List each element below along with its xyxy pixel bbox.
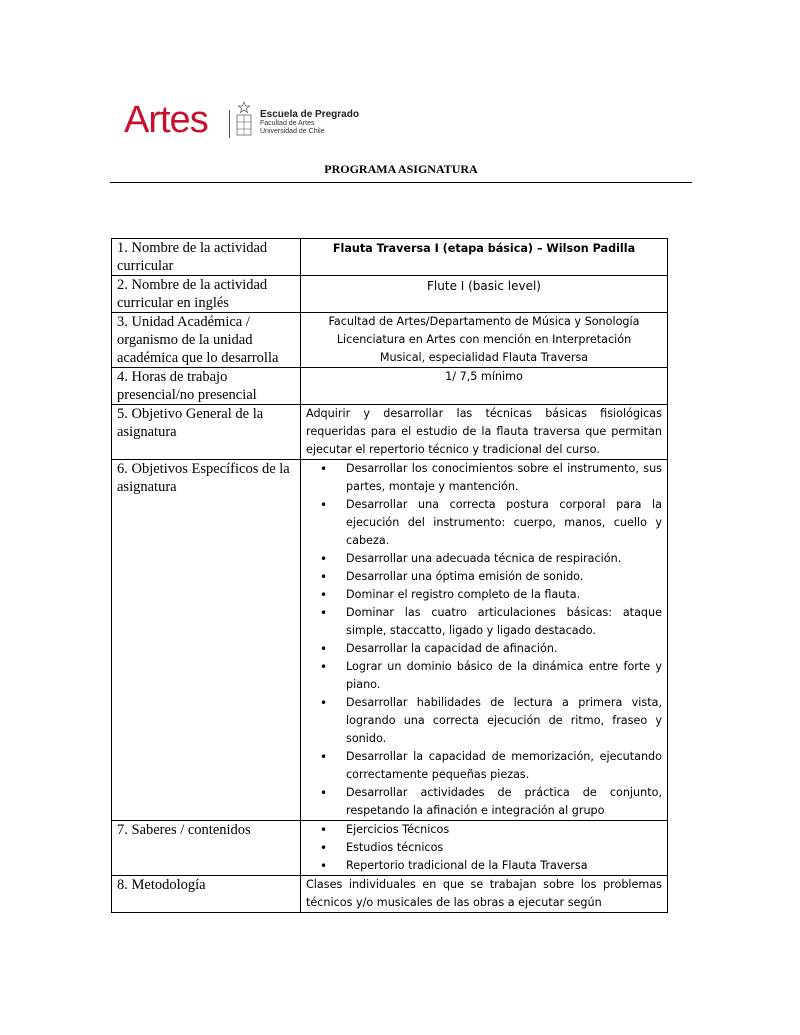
logo-divider bbox=[229, 110, 230, 138]
university-seal-icon bbox=[234, 100, 254, 140]
document-title: PROGRAMA ASIGNATURA bbox=[324, 162, 478, 176]
title-rule bbox=[110, 182, 692, 183]
list-item: • Desarrollar una correcta postura corporal para la ejecución del instrumento: cuerpo, manos, cuello y cabeza. bbox=[346, 496, 662, 550]
program-table bbox=[111, 238, 668, 913]
academic-unit: Facultad de Artes/Departamento de Música y Sonología Licenciatura en Artes con mención en Interpretación Musical, especialidad Flauta Traversa bbox=[301, 313, 668, 368]
school-name: Escuela de Pregrado bbox=[260, 109, 359, 120]
general-objective: Adquirir y desarrollar las técnicas básicas fisiológicas requeridas para el estudio de la flauta traversa que permitan ejecutar el repertorio técnico y tradicional del curso. bbox=[301, 405, 668, 460]
list-item: • Desarrollar actividades de práctica de conjunto, respetando la afinación e integración al grupo bbox=[346, 784, 662, 820]
row-label: 5. Objetivo General de la asignatura bbox=[112, 405, 301, 460]
row-label: 7. Saberes / contenidos bbox=[112, 821, 301, 876]
table-row bbox=[112, 276, 668, 313]
artes-logo bbox=[124, 98, 208, 142]
table-row bbox=[112, 405, 668, 460]
course-name: Flauta Traversa I (etapa básica) – Wilson Padilla bbox=[301, 239, 668, 276]
specific-objectives bbox=[301, 460, 668, 821]
list-item: • Desarrollar habilidades de lectura a primera vista, logrando una correcta ejecución de ritmo, fraseo y sonido. bbox=[346, 694, 662, 748]
list-item: • Estudios técnicos bbox=[346, 839, 662, 857]
methodology: Clases individuales en que se trabajan sobre los problemas técnicos y/o musicales de las obras a ejecutar según bbox=[301, 876, 668, 913]
list-item: • Desarrollar la capacidad de memorización, ejecutando correctamente pequeñas piezas. bbox=[346, 748, 662, 784]
row-label: 6. Objetivos Específicos de la asignatura bbox=[112, 460, 301, 821]
work-hours: 1/ 7,5 mínimo bbox=[301, 368, 668, 405]
list-item: • Desarrollar una adecuada técnica de respiración. bbox=[346, 550, 662, 568]
table-row bbox=[112, 821, 668, 876]
list-item: • Desarrollar los conocimientos sobre el instrumento, sus partes, montaje y mantención. bbox=[346, 460, 662, 496]
row-label: 3. Unidad Académica / organismo de la unidad académica que lo desarrolla bbox=[112, 313, 301, 368]
page-header bbox=[110, 96, 700, 146]
specific-objectives-list bbox=[306, 460, 662, 820]
university-name: Universidad de Chile bbox=[260, 128, 325, 135]
row-label: 4. Horas de trabajo presencial/no presencial bbox=[112, 368, 301, 405]
list-item: • Desarrollar la capacidad de afinación. bbox=[346, 640, 662, 658]
row-label: 2. Nombre de la actividad curricular en inglés bbox=[112, 276, 301, 313]
list-item: • Dominar el registro completo de la flauta. bbox=[346, 586, 662, 604]
table-row bbox=[112, 876, 668, 913]
table-row bbox=[112, 368, 668, 405]
table-row bbox=[112, 239, 668, 276]
faculty-name: Facultad de Artes bbox=[260, 120, 315, 127]
list-item: • Repertorio tradicional de la Flauta Traversa bbox=[346, 857, 662, 875]
artes-logo-text: Artes bbox=[124, 99, 208, 141]
contents-list bbox=[306, 821, 662, 875]
list-item: • Desarrollar una óptima emisión de sonido. bbox=[346, 568, 662, 586]
course-name-english: Flute I (basic level) bbox=[301, 276, 668, 313]
table-row bbox=[112, 313, 668, 368]
list-item: • Ejercicios Técnicos bbox=[346, 821, 662, 839]
contents bbox=[301, 821, 668, 876]
row-label: 8. Metodología bbox=[112, 876, 301, 913]
school-block bbox=[260, 110, 359, 136]
row-label: 1. Nombre de la actividad curricular bbox=[112, 239, 301, 276]
table-row bbox=[112, 460, 668, 821]
list-item: • Lograr un dominio básico de la dinámica entre forte y piano. bbox=[346, 658, 662, 694]
list-item: • Dominar las cuatro articulaciones básicas: ataque simple, staccatto, ligado y ligado destacado. bbox=[346, 604, 662, 640]
